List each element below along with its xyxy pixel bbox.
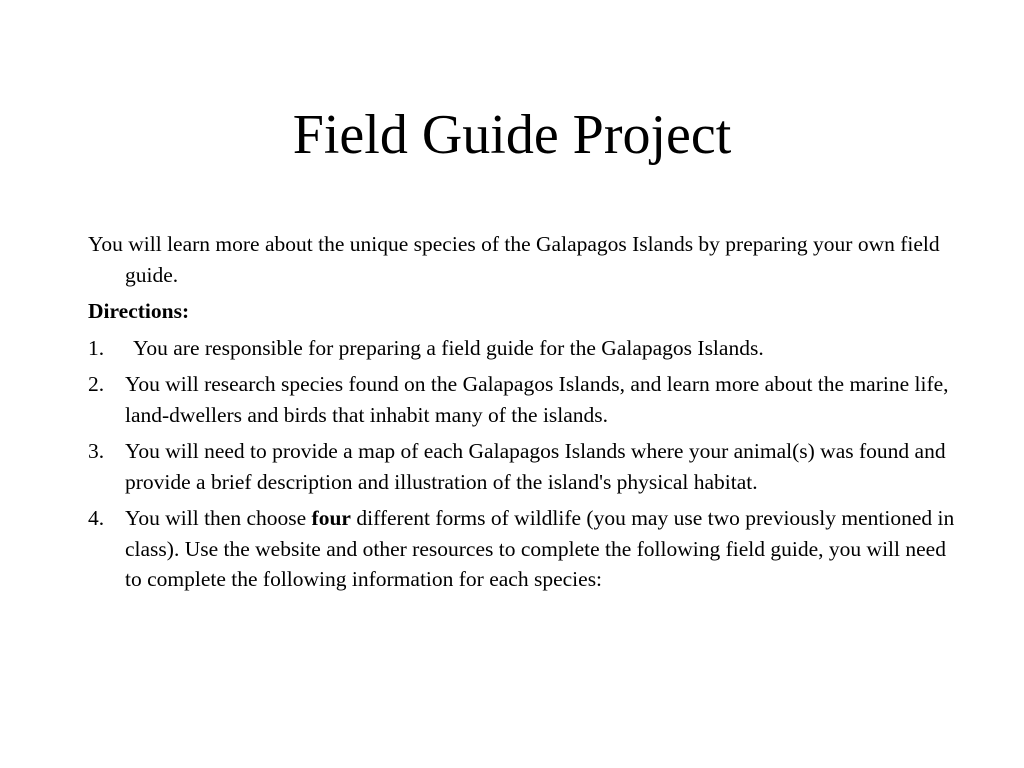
item-number: 4. <box>88 506 105 530</box>
slide-title: Field Guide Project <box>292 104 732 166</box>
direction-item-2 <box>88 369 958 430</box>
directions-heading: Directions: <box>88 299 190 323</box>
direction-item-1 <box>88 333 958 364</box>
item-text: You will need to provide a map of each Galapagos Islands where your animal(s) was found and provide a brief description and illustration of the island's physical habitat. <box>125 439 946 494</box>
item-text-before: You will then choose <box>125 506 312 530</box>
item-text: You are responsible for preparing a field guide for the Galapagos Islands. <box>133 335 764 360</box>
item-text <box>125 506 954 591</box>
item-text: You will research species found on the Galapagos Islands, and learn more about the marine life, land-dwellers and birds that inhabit many of the islands. <box>125 372 949 427</box>
item-text-emphasis: four <box>311 506 351 530</box>
item-number: 1. <box>88 335 105 360</box>
direction-item-3 <box>88 436 958 497</box>
item-number: 2. <box>88 372 105 396</box>
item-text-after: different forms of wildlife (you may use two previously mentioned in class). Use the website and other resources to complete the following field guide, you will need to complete the following information for each species: <box>125 506 955 591</box>
intro-paragraph: You will learn more about the unique species of the Galapagos Islands by preparing your own field guide. <box>88 232 940 287</box>
item-number: 3. <box>88 439 105 463</box>
direction-item-4 <box>88 503 958 595</box>
slide-body <box>88 229 958 601</box>
